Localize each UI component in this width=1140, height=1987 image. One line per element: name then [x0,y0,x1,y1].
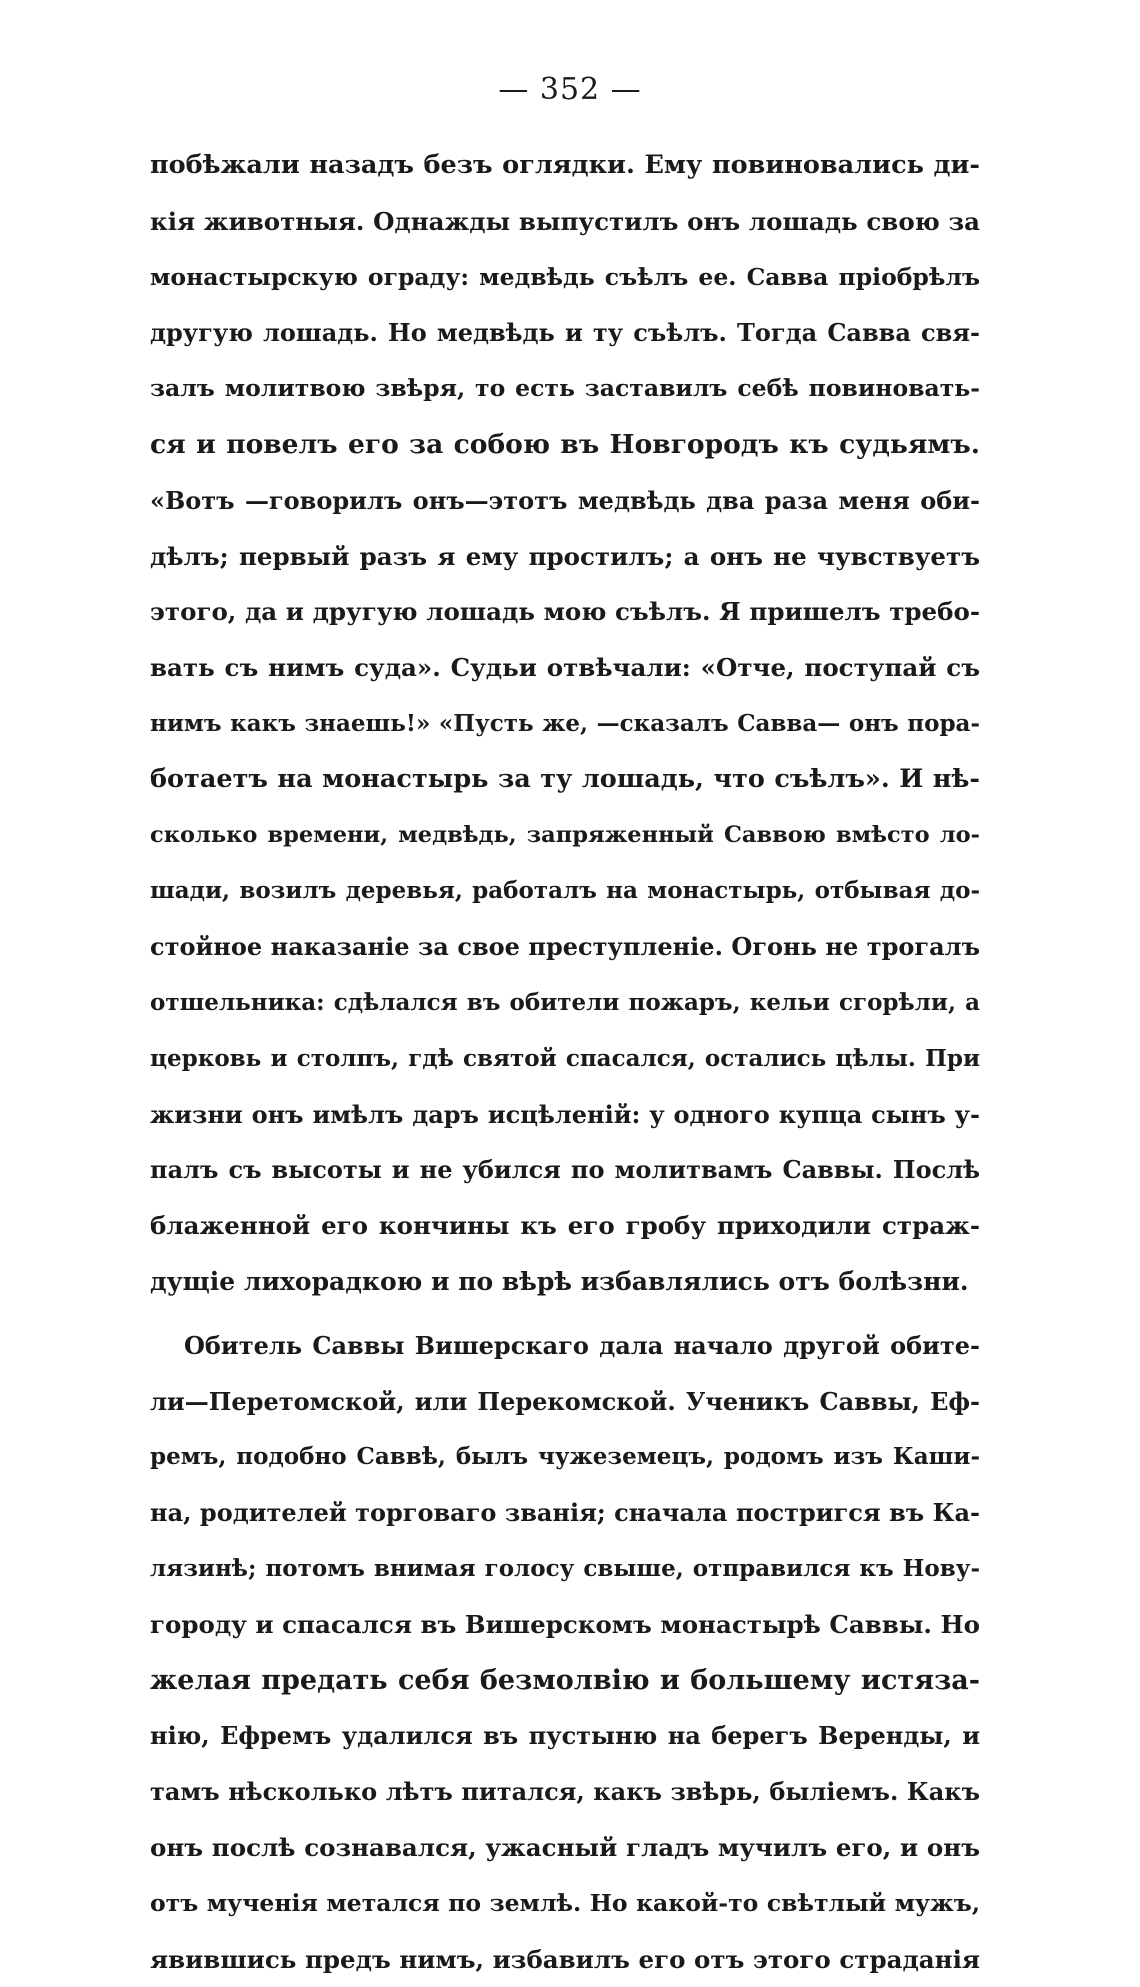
text-line: ботаетъ на монастырь за ту лошадь, что съѣлъ». И нѣ- [150,752,980,808]
paragraph-1 [150,138,980,1310]
text-line: отъ мученія метался по землѣ. Но какой-то свѣтлый мужъ, [150,1876,980,1932]
page-number: — 352 — [0,72,1140,107]
text-line: явившись предъ нимъ, избавилъ его отъ этого страданія [150,1932,980,1987]
text-line: ремъ, подобно Саввѣ, былъ чужеземецъ, родомъ изъ Каши- [150,1429,980,1485]
text-line: вать съ нимъ суда». Судьи отвѣчали: «Отче, поступай съ [150,640,980,696]
text-line: ли—Перетомской, или Перекомской. Ученикъ Саввы, Еф- [150,1374,980,1430]
text-line: блаженной его кончины къ его гробу приходили страж- [150,1198,980,1254]
text-line: шади, возилъ деревья, работалъ на монастырь, отбывая до- [150,863,980,919]
paragraph-gap [150,1310,980,1318]
text-line: этого, да и другую лошадь мою съѣлъ. Я пришелъ требо- [150,584,980,640]
text-line: «Вотъ —говорилъ онъ—этотъ медвѣдь два раза меня оби- [150,473,980,529]
text-line: монастырскую ограду: медвѣдь съѣлъ ее. Савва пріобрѣлъ [150,250,980,306]
text-line: Обитель Саввы Вишерскаго дала начало другой обите- [150,1318,980,1374]
text-line: онъ послѣ сознавался, ужасный гладъ мучилъ его, и онъ [150,1820,980,1876]
text-line: другую лошадь. Но медвѣдь и ту съѣлъ. Тогда Савва свя- [150,305,980,361]
text-line: стойное наказаніе за свое преступленіе. Огонь не трогалъ [150,919,980,975]
text-line: городу и спасался въ Вишерскомъ монастырѣ Саввы. Но [150,1597,980,1653]
text-line: ся и повелъ его за собою въ Новгородъ къ судьямъ. [150,417,980,473]
text-line: жизни онъ имѣлъ даръ исцѣленій: у одного купца сынъ у- [150,1087,980,1143]
text-line: дущіе лихорадкою и по вѣрѣ избавлялись отъ болѣзни. [150,1254,980,1310]
text-line: кія животныя. Однажды выпустилъ онъ лошадь свою за [150,194,980,250]
text-line: отшельника: сдѣлался въ обители пожаръ, кельи сгорѣли, а [150,975,980,1031]
text-line: палъ съ высоты и не убился по молитвамъ Саввы. Послѣ [150,1142,980,1198]
text-line: тамъ нѣсколько лѣтъ питался, какъ звѣрь, быліемъ. Какъ [150,1764,980,1820]
text-line: на, родителей торговаго званія; сначала постригся въ Ка- [150,1485,980,1541]
text-line: дѣлъ; первый разъ я ему простилъ; а онъ не чувствуетъ [150,529,980,585]
text-line: побѣжали назадъ безъ оглядки. Ему повиновались ди- [150,138,980,194]
body-text [150,138,980,1987]
text-line: залъ молитвою звѣря, то есть заставилъ себѣ повиновать- [150,361,980,417]
text-line: нимъ какъ знаешь!» «Пусть же, —сказалъ Савва— онъ пора- [150,696,980,752]
text-line: желая предать себя безмолвію и большему истяза- [150,1653,980,1709]
text-line: сколько времени, медвѣдь, запряженный Саввою вмѣсто ло- [150,808,980,864]
text-line: лязинѣ; потомъ внимая голосу свыше, отправился къ Нову- [150,1541,980,1597]
paragraph-2 [150,1318,980,1987]
text-line: церковь и столпъ, гдѣ святой спасался, остались цѣлы. При [150,1031,980,1087]
text-line: нію, Ефремъ удалился въ пустыню на берегъ Веренды, и [150,1708,980,1764]
